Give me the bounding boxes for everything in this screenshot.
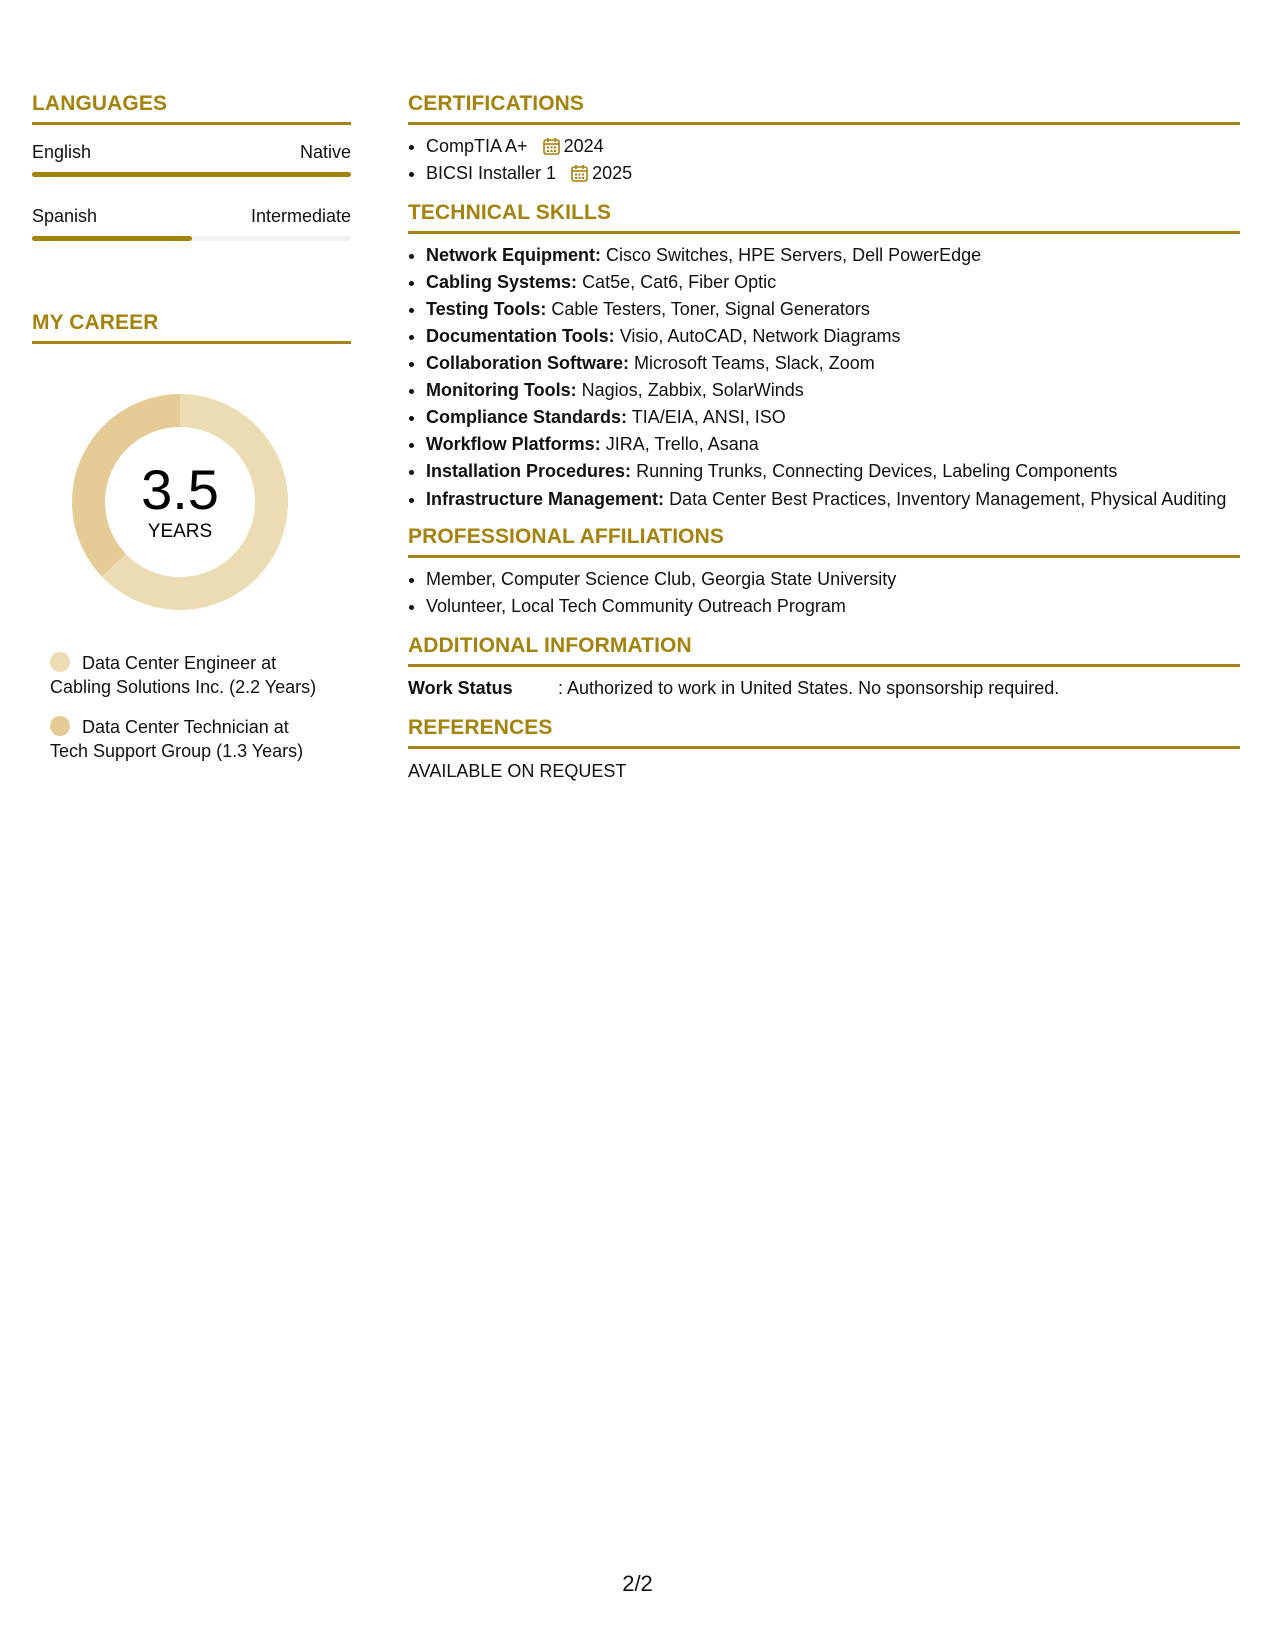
certifications-title: CERTIFICATIONS: [408, 92, 1240, 125]
skill-item: [426, 404, 1240, 431]
career-section: [32, 311, 351, 763]
skill-label: Monitoring Tools:: [426, 380, 577, 400]
language-level: Intermediate: [250, 206, 351, 226]
language-bar-fill: [32, 172, 351, 177]
affiliations-section: [408, 525, 1240, 620]
legend-item: [50, 715, 320, 763]
technical-skills-section: [408, 201, 1240, 511]
skill-item: [426, 377, 1240, 404]
affiliations-list: [408, 566, 1240, 620]
skill-value: Running Trunks, Connecting Devices, Labeling Components: [636, 461, 1118, 481]
skill-value: Visio, AutoCAD, Network Diagrams: [619, 326, 901, 346]
language-level: Native: [299, 142, 351, 162]
skill-label: Collaboration Software:: [426, 353, 630, 373]
skill-value: Microsoft Teams, Slack, Zoom: [634, 353, 875, 373]
career-legend: [50, 651, 320, 763]
certification-item: [426, 133, 1240, 160]
page-number: 2/2: [622, 1571, 653, 1596]
language-bar: [32, 172, 351, 177]
skill-item: [426, 458, 1240, 485]
career-total-years: 3.5: [141, 458, 219, 521]
skill-item: [426, 350, 1240, 377]
additional-info-title: ADDITIONAL INFORMATION: [408, 634, 1240, 667]
career-title: MY CAREER: [32, 311, 351, 344]
additional-info-section: [408, 634, 1240, 702]
language-name: Spanish: [32, 206, 98, 226]
skill-value: Cable Testers, Toner, Signal Generators: [551, 299, 870, 319]
language-bar: [32, 236, 351, 241]
legend-dot: [50, 652, 70, 672]
skill-item: [426, 431, 1240, 458]
certification-year: 2025: [592, 163, 633, 183]
certifications-list: [408, 133, 1240, 187]
skill-label: Compliance Standards:: [426, 407, 628, 427]
languages-section: [32, 92, 351, 241]
work-status-label: Work Status: [408, 678, 513, 698]
certification-year: 2024: [563, 136, 604, 156]
certifications-section: [408, 92, 1240, 187]
skill-value: Cisco Switches, HPE Servers, Dell PowerEdge: [606, 245, 982, 265]
affiliation-item: • Volunteer, Local Tech Community Outreach Program: [426, 593, 1240, 620]
skill-value: JIRA, Trello, Asana: [605, 434, 759, 454]
technical-skills-title: TECHNICAL SKILLS: [408, 201, 1240, 234]
legend-label: Data Center Technician at Tech Support Group (1.3 Years): [50, 717, 304, 761]
legend-item: [50, 651, 320, 699]
right-column: [408, 92, 1240, 783]
skill-label: Cabling Systems:: [426, 272, 578, 292]
skill-label: Workflow Platforms:: [426, 434, 601, 454]
languages-title: LANGUAGES: [32, 92, 351, 125]
skill-label: Testing Tools:: [426, 299, 547, 319]
certification-name: CompTIA A+: [426, 136, 528, 156]
language-bar-fill: [32, 236, 192, 241]
references-text: AVAILABLE ON REQUEST: [408, 761, 627, 781]
affiliations-title: PROFESSIONAL AFFILIATIONS: [408, 525, 1240, 558]
skill-label: Documentation Tools:: [426, 326, 615, 346]
work-status-row: [408, 675, 1240, 702]
skill-item: [426, 323, 1240, 350]
references-section: [408, 716, 1240, 783]
certification-name: BICSI Installer 1: [426, 163, 557, 183]
references-title: REFERENCES: [408, 716, 1240, 749]
language-name: English: [32, 142, 92, 162]
certification-item: [426, 160, 1240, 187]
language-spanish: [32, 205, 351, 241]
legend-dot: [50, 716, 70, 736]
technical-skills-list: [408, 242, 1240, 511]
skill-label: Network Equipment:: [426, 245, 602, 265]
left-column: [32, 92, 351, 779]
skill-item: [426, 296, 1240, 323]
skill-item: [426, 485, 1240, 511]
calendar-icon: [543, 137, 560, 155]
skill-item: [426, 242, 1240, 269]
skill-value: TIA/EIA, ANSI, ISO: [631, 407, 786, 427]
skill-value: Data Center Best Practices, Inventory Management, Physical Auditing: [669, 489, 1227, 509]
work-status-value: : Authorized to work in United States. No sponsorship required.: [558, 678, 1060, 698]
career-donut-chart: [65, 387, 295, 617]
skill-value: Cat5e, Cat6, Fiber Optic: [582, 272, 777, 292]
affiliation-item: • Member, Computer Science Club, Georgia State University: [426, 566, 1240, 593]
skill-item: [426, 269, 1240, 296]
skill-label: Infrastructure Management:: [426, 489, 665, 509]
skill-value: Nagios, Zabbix, SolarWinds: [581, 380, 804, 400]
legend-label: Data Center Engineer at Cabling Solutions Inc. (2.2 Years): [50, 653, 317, 697]
career-total-unit: YEARS: [147, 521, 213, 542]
language-english: [32, 141, 351, 177]
calendar-icon: [571, 164, 588, 182]
skill-label: Installation Procedures:: [426, 461, 632, 481]
